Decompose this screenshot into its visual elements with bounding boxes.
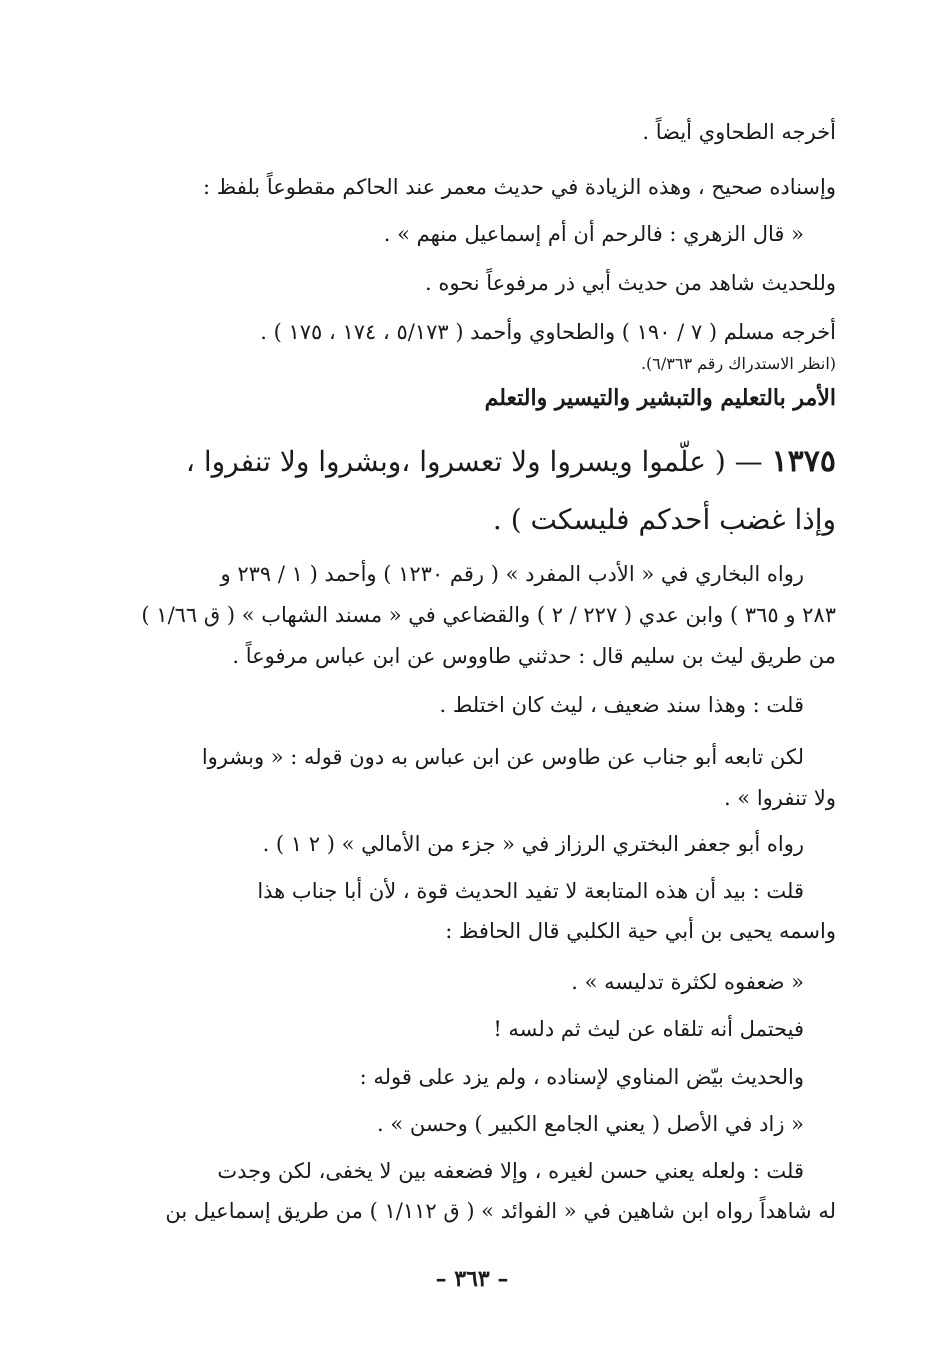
text-line: واسمه يحيى بن أبي حية الكلبي قال الحافظ : bbox=[445, 919, 836, 943]
page-number: – ٣٦٣ – bbox=[435, 1266, 509, 1292]
text-line: أخرجه الطحاوي أيضاً . bbox=[642, 120, 836, 144]
hadith-text-line-1 bbox=[100, 436, 836, 488]
text-line: لكن تابعه أبو جناب عن طاوس عن ابن عباس به دون قوله : « وبشروا bbox=[201, 745, 804, 769]
hadith-text-line-2: وإذا غضب أحدكم فليسكت ) . bbox=[492, 503, 836, 536]
hadith-number: ١٣٧٥ bbox=[771, 444, 836, 479]
quote-line: « زاد في الأصل ( يعني الجامع الكبير ) وحسن » . bbox=[377, 1112, 804, 1136]
text-line: قلت : ولعله يعني حسن لغيره ، وإلا فضعفه بين لا يخفى، لكن وجدت bbox=[217, 1159, 804, 1183]
text-line: فيحتمل أنه تلقاه عن ليث ثم دلسه ! bbox=[493, 1017, 804, 1041]
text-line: وللحديث شاهد من حديث أبي ذر مرفوعاً نحوه . bbox=[425, 271, 836, 295]
cross-reference-note: (انظر الاستدراك رقم ٦/٣٦٣). bbox=[640, 354, 836, 373]
text-line: قلت : بيد أن هذه المتابعة لا تفيد الحديث قوة ، لأن أبا جناب هذا bbox=[257, 879, 804, 903]
hadith-text: — ( علّموا ويسروا ولا تعسروا ،وبشروا ولا تنفروا ، bbox=[185, 445, 772, 478]
text-line: ٢٨٣ و ٣٦٥ ) وابن عدي ( ٢٢٧ / ٢ ) والقضاعي في « مسند الشهاب » ( ق ١/٦٦ ) bbox=[141, 603, 836, 627]
text-line: قلت : وهذا سند ضعيف ، ليث كان اختلط . bbox=[439, 693, 804, 717]
text-line: رواه البخاري في « الأدب المفرد » ( رقم ١٢٣٠ ) وأحمد ( ١ / ٢٣٩ و bbox=[220, 562, 804, 586]
text-line: له شاهداً رواه ابن شاهين في « الفوائد » ( ق ١/١١٢ ) من طريق إسماعيل بن bbox=[165, 1199, 836, 1223]
text-line: وإسناده صحيح ، وهذه الزيادة في حديث معمر عند الحاكم مقطوعاً بلفظ : bbox=[203, 175, 836, 199]
quote-line: « قال الزهري : فالرحم أن أم إسماعيل منهم » . bbox=[383, 222, 804, 246]
text-line: من طريق ليث بن سليم قال : حدثني طاووس عن ابن عباس مرفوعاً . bbox=[232, 644, 836, 668]
citation-line: أخرجه مسلم ( ٧ / ١٩٠ ) والطحاوي وأحمد ( ٥/١٧٣ ، ١٧٤ ، ١٧٥ ) . bbox=[260, 320, 836, 344]
section-heading: الأمر بالتعليم والتبشير والتيسير والتعلم bbox=[484, 385, 836, 411]
text-line: والحديث بيّض المناوي لإسناده ، ولم يزد على قوله : bbox=[359, 1065, 804, 1089]
text-line: ولا تنفروا » . bbox=[723, 786, 836, 810]
quote-line: « ضعفوه لكثرة تدليسه » . bbox=[571, 970, 804, 994]
text-line: رواه أبو جعفر البختري الرزاز في « جزء من الأمالي » ( ٢ ١ ) . bbox=[262, 832, 804, 856]
